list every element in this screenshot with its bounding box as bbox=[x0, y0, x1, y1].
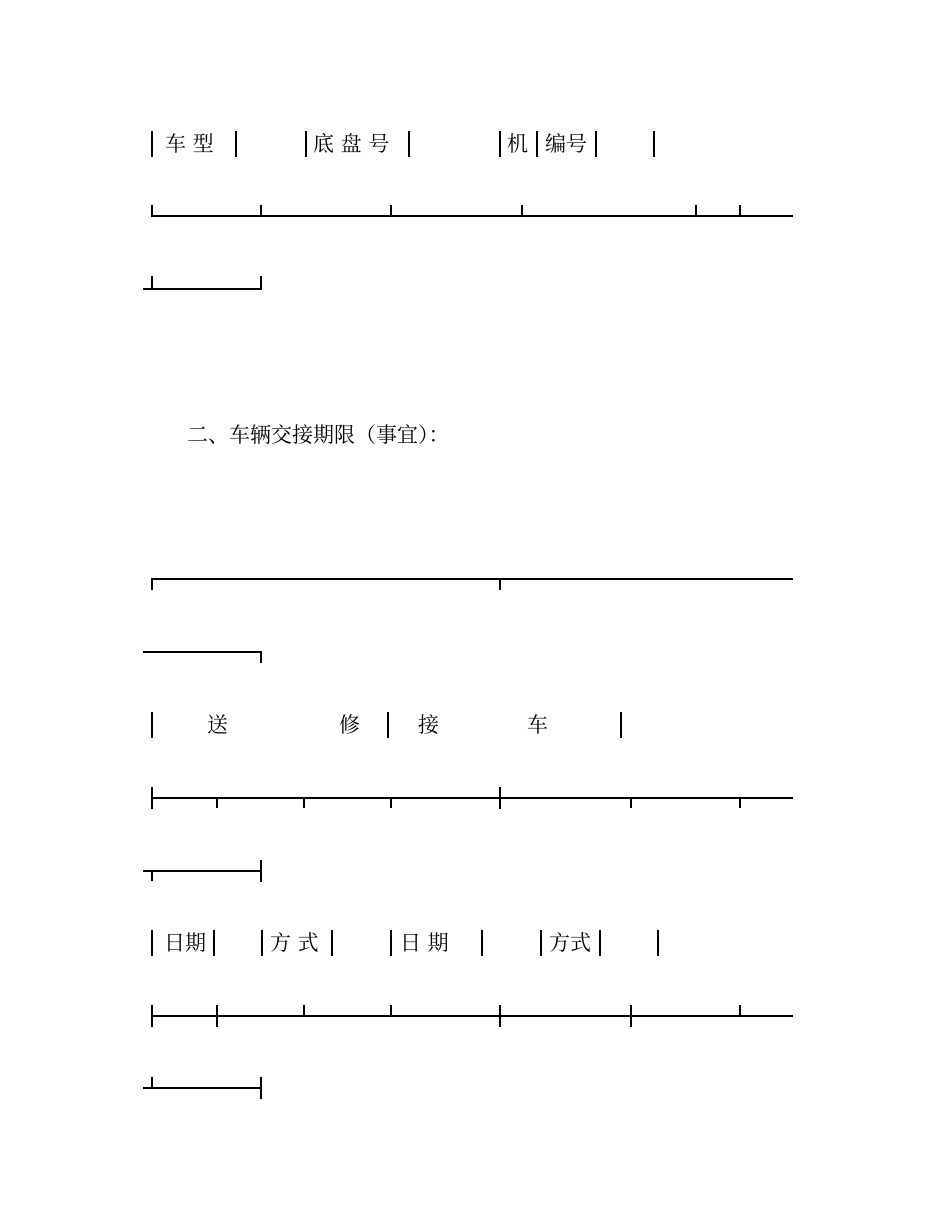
cell-border bbox=[599, 930, 601, 956]
pickup-label-1: 接 bbox=[418, 713, 439, 737]
cell-border bbox=[540, 930, 542, 956]
cell-border bbox=[481, 930, 483, 956]
cell-border bbox=[408, 131, 410, 157]
pickup-label-2: 车 bbox=[527, 713, 548, 737]
pickup-method-label: 方式 bbox=[549, 931, 591, 955]
cell-border bbox=[151, 930, 153, 956]
cell-border bbox=[387, 712, 389, 738]
cell-border bbox=[620, 712, 622, 738]
send-label-1: 送 bbox=[207, 713, 228, 737]
cell-border bbox=[653, 131, 655, 157]
send-label-2: 修 bbox=[339, 713, 360, 737]
engine-label: 机 bbox=[507, 132, 528, 156]
chassis-number-label: 底 盘 号 bbox=[313, 132, 390, 156]
cell-border bbox=[151, 712, 153, 738]
pickup-date-label: 日 期 bbox=[400, 931, 449, 955]
number-label: 编号 bbox=[545, 132, 587, 156]
cell-border bbox=[331, 930, 333, 956]
cell-border bbox=[595, 131, 597, 157]
cell-border bbox=[261, 930, 263, 956]
model-label: 车 型 bbox=[165, 132, 214, 156]
cell-border bbox=[213, 930, 215, 956]
cell-border bbox=[499, 131, 501, 157]
cell-border bbox=[657, 930, 659, 956]
send-date-label: 日期 bbox=[164, 931, 206, 955]
cell-border bbox=[235, 131, 237, 157]
cell-border bbox=[536, 131, 538, 157]
section-heading: 二、车辆交接期限（事宜）： bbox=[187, 423, 450, 447]
cell-border bbox=[390, 930, 392, 956]
send-method-label: 方 式 bbox=[270, 931, 319, 955]
cell-border bbox=[151, 131, 153, 157]
cell-border bbox=[305, 131, 307, 157]
